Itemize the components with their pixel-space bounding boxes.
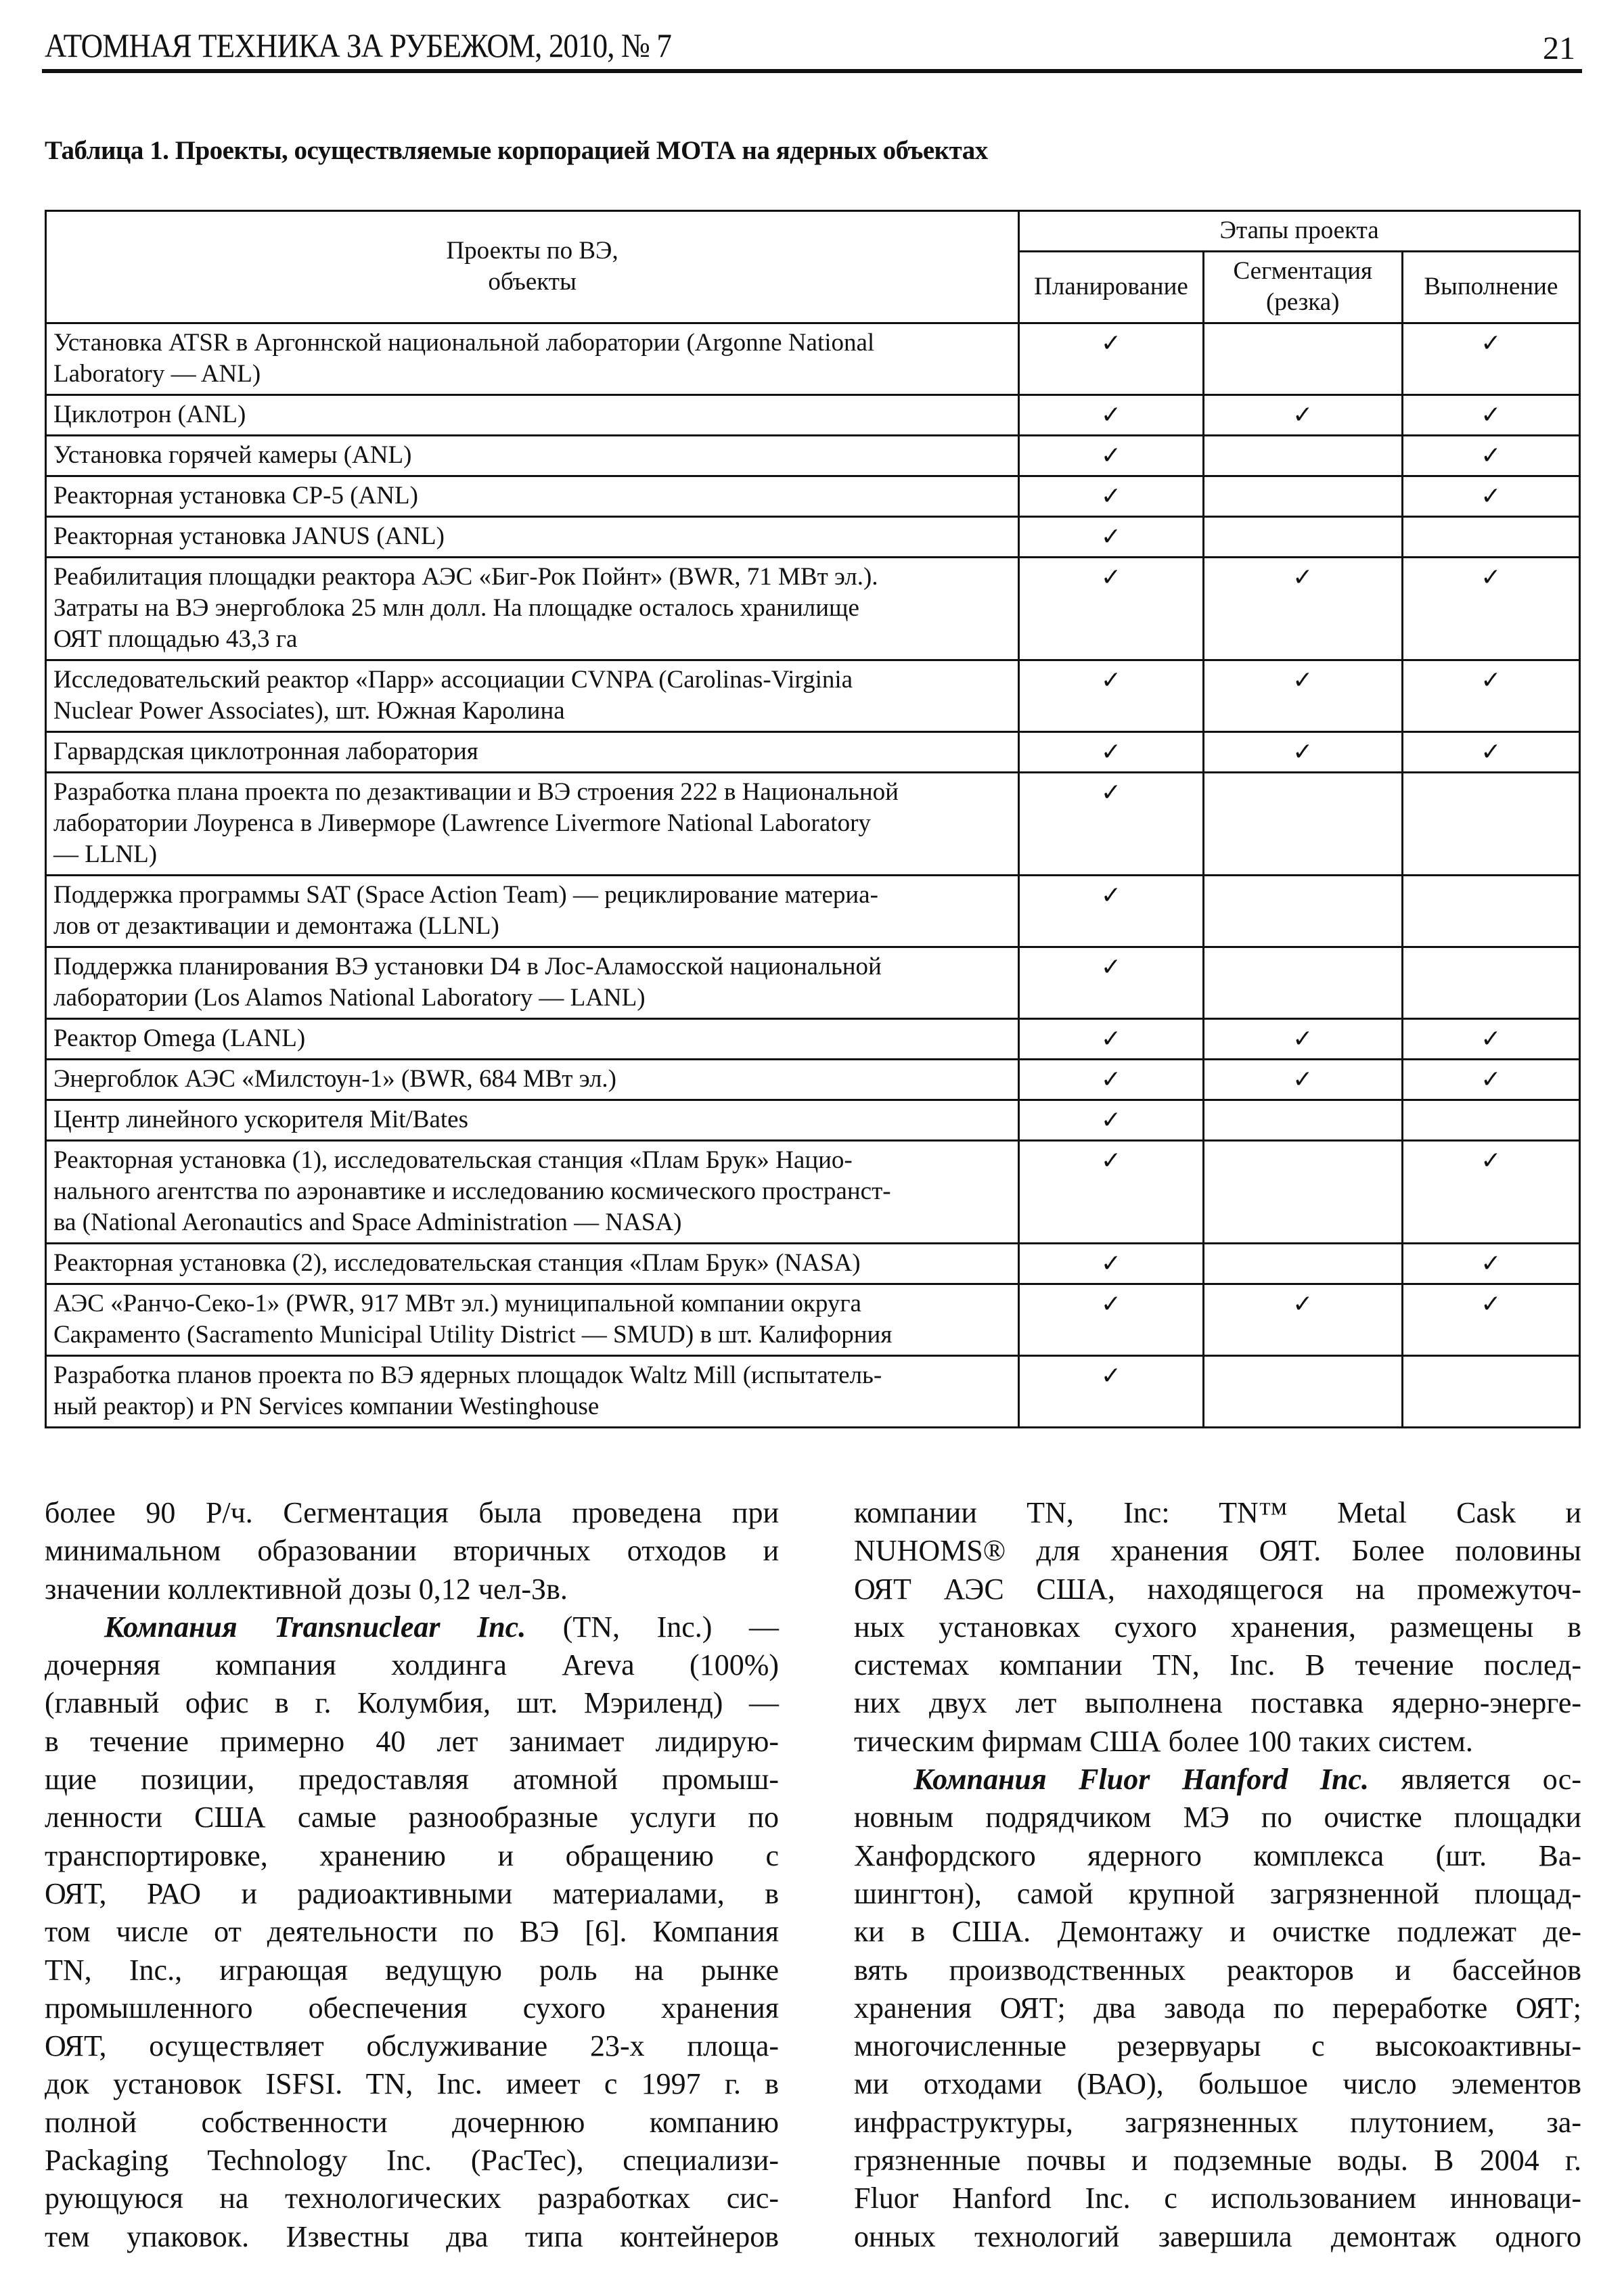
project-line: Гарвардская циклотронная лаборатория bbox=[53, 738, 478, 765]
table-row bbox=[46, 395, 1580, 436]
text-line bbox=[854, 2218, 1581, 2256]
execution-cell bbox=[1402, 947, 1579, 1019]
planning-cell bbox=[1019, 732, 1204, 773]
project-line: ный реактор) и PN Services компании Westinghouse bbox=[53, 1393, 600, 1420]
text-line bbox=[854, 1723, 1581, 1761]
line-text: полной собственности дочернюю компанию bbox=[45, 2105, 779, 2139]
line-text: ОЯТ, РАО и радиоактивными материалами, в bbox=[45, 1876, 779, 1910]
segmentation-cell bbox=[1203, 660, 1402, 732]
check-icon: ✓ bbox=[1100, 401, 1122, 428]
project-cell bbox=[46, 773, 1019, 876]
line-text: хранения ОЯТ; два завода по переработке ОЯТ; bbox=[854, 1991, 1581, 2025]
execution-cell bbox=[1402, 1284, 1579, 1356]
line-text: ми отходами (ВАО), большое число элементов bbox=[854, 2067, 1581, 2101]
check-icon: ✓ bbox=[1100, 738, 1122, 765]
execution-cell bbox=[1402, 773, 1579, 876]
projects-table bbox=[45, 210, 1581, 1428]
segmentation-cell bbox=[1203, 1060, 1402, 1100]
text-line bbox=[45, 2065, 779, 2103]
text-line bbox=[854, 1608, 1581, 1646]
text-line bbox=[45, 1951, 779, 1989]
segmentation-cell bbox=[1203, 1100, 1402, 1141]
execution-cell bbox=[1402, 1244, 1579, 1284]
planning-cell bbox=[1019, 1284, 1204, 1356]
line-text: рующуюся на технологических разработках сис- bbox=[45, 2182, 779, 2215]
check-icon: ✓ bbox=[1292, 564, 1313, 591]
execution-cell bbox=[1402, 517, 1579, 558]
table-row bbox=[46, 436, 1580, 476]
header-rule bbox=[42, 69, 1582, 73]
planning-cell bbox=[1019, 558, 1204, 660]
text-line bbox=[854, 2180, 1581, 2217]
check-icon: ✓ bbox=[1100, 1147, 1122, 1174]
line-text: (главный офис в г. Колумбия, шт. Мэриленд) — bbox=[45, 1686, 779, 1720]
line-text: инфраструктуры, загрязненных плутонием, за- bbox=[854, 2105, 1581, 2139]
col-header-projects bbox=[46, 211, 1019, 323]
check-icon: ✓ bbox=[1292, 1290, 1313, 1317]
planning-cell bbox=[1019, 436, 1204, 476]
text-line bbox=[854, 2142, 1581, 2180]
col-header-execution: Выполнение bbox=[1402, 252, 1579, 323]
line-text: ки в США. Демонтажу и очистке подлежат де- bbox=[854, 1915, 1581, 1949]
project-cell bbox=[46, 1100, 1019, 1141]
line-text: вять производственных реакторов и бассейнов bbox=[854, 1953, 1581, 1987]
body-column-left bbox=[45, 1494, 779, 2256]
check-icon: ✓ bbox=[1481, 330, 1502, 357]
segmentation-cell bbox=[1203, 773, 1402, 876]
line-text: значении коллективной дозы 0,12 чел-Зв. bbox=[45, 1572, 568, 1606]
line-text: более 90 Р/ч. Сегментация была проведена при bbox=[45, 1496, 779, 1529]
check-icon: ✓ bbox=[1100, 1025, 1122, 1052]
project-line: Поддержка программы SAT (Space Action Team) — рециклирование материа- bbox=[53, 881, 878, 909]
text-line bbox=[854, 1646, 1581, 1684]
project-line: Реакторная установка CP-5 (ANL) bbox=[53, 482, 418, 510]
table-row bbox=[46, 1141, 1580, 1244]
project-cell bbox=[46, 1060, 1019, 1100]
execution-cell bbox=[1402, 1141, 1579, 1244]
execution-cell bbox=[1402, 732, 1579, 773]
check-icon: ✓ bbox=[1481, 442, 1502, 469]
check-icon: ✓ bbox=[1292, 401, 1313, 428]
project-cell bbox=[46, 1141, 1019, 1244]
execution-cell bbox=[1402, 1060, 1579, 1100]
text-line bbox=[45, 2027, 779, 2065]
text-line bbox=[854, 2027, 1581, 2065]
execution-cell bbox=[1402, 1019, 1579, 1060]
check-icon: ✓ bbox=[1100, 779, 1122, 806]
segmentation-cell bbox=[1203, 1356, 1402, 1428]
col-header-line: (резка) bbox=[1266, 288, 1340, 316]
table-row bbox=[46, 476, 1580, 517]
segmentation-cell bbox=[1203, 436, 1402, 476]
journal-header: АТОМНАЯ ТЕХНИКА ЗА РУБЕЖОМ, 2010, № 7 bbox=[45, 26, 671, 64]
project-cell bbox=[46, 323, 1019, 395]
table-row bbox=[46, 1019, 1580, 1060]
check-icon: ✓ bbox=[1481, 564, 1502, 591]
table-row bbox=[46, 558, 1580, 660]
company-name: Компания Fluor Hanford Inc. bbox=[914, 1763, 1369, 1797]
table-row bbox=[46, 1284, 1580, 1356]
project-line: ва (National Aeronautics and Space Administration — NASA) bbox=[53, 1209, 682, 1236]
text-line bbox=[45, 1837, 779, 1875]
line-text: компании TN, Inc: TN™ Metal Cask и bbox=[854, 1496, 1581, 1529]
planning-cell bbox=[1019, 1060, 1204, 1100]
text-line bbox=[45, 1989, 779, 2027]
execution-cell bbox=[1402, 876, 1579, 947]
project-cell bbox=[46, 558, 1019, 660]
text-line bbox=[854, 1799, 1581, 1836]
col-header-line: Сегментация bbox=[1233, 257, 1373, 285]
line-text: ОЯТ АЭС США, находящегося на промежуточ- bbox=[854, 1572, 1581, 1606]
text-line bbox=[45, 1646, 779, 1684]
project-line: лаборатории Лоуренса в Ливерморе (Lawrence Livermore National Laboratory bbox=[53, 809, 871, 837]
segmentation-cell bbox=[1203, 876, 1402, 947]
line-text: новным подрядчиком МЭ по очистке площадки bbox=[854, 1801, 1581, 1834]
col-group-stages: Этапы проекта bbox=[1019, 211, 1580, 252]
project-line: — LLNL) bbox=[53, 840, 158, 868]
check-icon: ✓ bbox=[1481, 1025, 1502, 1052]
project-cell bbox=[46, 876, 1019, 947]
text-line bbox=[45, 1761, 779, 1799]
check-icon: ✓ bbox=[1481, 738, 1502, 765]
project-line: Laboratory — ANL) bbox=[53, 360, 261, 388]
text-line bbox=[45, 1571, 779, 1608]
text-line bbox=[854, 1761, 1581, 1799]
line-text: является ос- bbox=[1368, 1763, 1581, 1797]
check-icon: ✓ bbox=[1100, 482, 1122, 510]
text-line bbox=[854, 1875, 1581, 1913]
text-line bbox=[854, 2065, 1581, 2103]
text-line bbox=[854, 1989, 1581, 2027]
project-line: Циклотрон (ANL) bbox=[53, 401, 246, 428]
table-row bbox=[46, 947, 1580, 1019]
col-header-line: объекты bbox=[488, 268, 577, 296]
text-line bbox=[854, 1532, 1581, 1570]
line-text: Fluor Hanford Inc. с использованием инноваци- bbox=[854, 2182, 1581, 2215]
line-text: системах компании TN, Inc. В течение послед- bbox=[854, 1648, 1581, 1682]
check-icon: ✓ bbox=[1100, 564, 1122, 591]
text-line bbox=[45, 1684, 779, 1722]
check-icon: ✓ bbox=[1292, 667, 1313, 694]
table-row bbox=[46, 323, 1580, 395]
check-icon: ✓ bbox=[1100, 1106, 1122, 1133]
check-icon: ✓ bbox=[1292, 1066, 1313, 1093]
project-line: лаборатории (Los Alamos National Laboratory — LANL) bbox=[53, 984, 646, 1012]
execution-cell bbox=[1402, 476, 1579, 517]
project-line: Установка горячей камеры (ANL) bbox=[53, 441, 412, 469]
check-icon: ✓ bbox=[1100, 667, 1122, 694]
line-text: тем упаковок. Известны два типа контейнеров bbox=[45, 2219, 779, 2253]
segmentation-cell bbox=[1203, 1019, 1402, 1060]
col-header-planning: Планирование bbox=[1019, 252, 1204, 323]
segmentation-cell bbox=[1203, 395, 1402, 436]
table-row bbox=[46, 1244, 1580, 1284]
planning-cell bbox=[1019, 1019, 1204, 1060]
line-text: TN, Inc., играющая ведущую роль на рынке bbox=[45, 1953, 779, 1987]
line-text: дочерняя компания холдинга Areva (100%) bbox=[45, 1648, 779, 1682]
segmentation-cell bbox=[1203, 558, 1402, 660]
line-text: ных установках сухого хранения, размещены в bbox=[854, 1610, 1581, 1644]
check-icon: ✓ bbox=[1481, 667, 1502, 694]
line-text: многочисленные резервуары с высокоактивны- bbox=[854, 2029, 1581, 2063]
line-text: ОЯТ, осуществляет обслуживание 23-х площа- bbox=[45, 2029, 779, 2063]
body-column-right bbox=[854, 1494, 1581, 2256]
check-icon: ✓ bbox=[1292, 1025, 1313, 1052]
text-line bbox=[45, 2142, 779, 2180]
check-icon: ✓ bbox=[1100, 1290, 1122, 1317]
line-text: том числе от деятельности по ВЭ [6]. Компания bbox=[45, 1915, 779, 1949]
line-text: док установок ISFSI. TN, Inc. имеет с 1997 г. в bbox=[45, 2067, 779, 2101]
planning-cell bbox=[1019, 773, 1204, 876]
line-text: Ханфордского ядерного комплекса (шт. Ва- bbox=[854, 1838, 1581, 1872]
planning-cell bbox=[1019, 517, 1204, 558]
table-row bbox=[46, 1060, 1580, 1100]
text-line bbox=[45, 2218, 779, 2256]
segmentation-cell bbox=[1203, 517, 1402, 558]
line-text: в течение примерно 40 лет занимает лидирую- bbox=[45, 1724, 779, 1758]
project-line: Реакторная установка (1), исследовательская станция «Плам Брук» Нацио- bbox=[53, 1146, 853, 1174]
planning-cell bbox=[1019, 323, 1204, 395]
planning-cell bbox=[1019, 947, 1204, 1019]
planning-cell bbox=[1019, 660, 1204, 732]
segmentation-cell bbox=[1203, 947, 1402, 1019]
project-cell bbox=[46, 1356, 1019, 1428]
text-line bbox=[854, 1951, 1581, 1989]
check-icon: ✓ bbox=[1100, 953, 1122, 980]
project-line: лов от дезактивации и демонтажа (LLNL) bbox=[53, 912, 499, 940]
project-cell bbox=[46, 395, 1019, 436]
line-text: NUHOMS® для хранения ОЯТ. Более половины bbox=[854, 1534, 1581, 1568]
check-icon: ✓ bbox=[1481, 1066, 1502, 1093]
project-line: нального агентства по аэронавтике и исследованию космического пространст- bbox=[53, 1177, 891, 1205]
col-header-segmentation bbox=[1203, 252, 1402, 323]
check-icon: ✓ bbox=[1100, 1066, 1122, 1093]
line-text: тическим фирмам США более 100 таких систем. bbox=[854, 1724, 1473, 1758]
segmentation-cell bbox=[1203, 1244, 1402, 1284]
line-text: онных технологий завершила демонтаж одного bbox=[854, 2219, 1581, 2253]
check-icon: ✓ bbox=[1481, 482, 1502, 510]
check-icon: ✓ bbox=[1100, 523, 1122, 550]
text-line bbox=[45, 2104, 779, 2142]
execution-cell bbox=[1402, 436, 1579, 476]
check-icon: ✓ bbox=[1481, 1250, 1502, 1277]
project-cell bbox=[46, 517, 1019, 558]
project-cell bbox=[46, 476, 1019, 517]
project-line: Nuclear Power Associates), шт. Южная Каролина bbox=[53, 697, 565, 725]
project-line: Исследовательский реактор «Парр» ассоциации CVNPA (Carolinas-Virginia bbox=[53, 666, 853, 694]
line-text: промышленного обеспечения сухого хранения bbox=[45, 1991, 779, 2025]
project-line: Поддержка планирования ВЭ установки D4 в Лос-Аламосской национальной bbox=[53, 953, 882, 980]
text-line bbox=[45, 1608, 779, 1646]
line-text: щие позиции, предоставляя атомной промыш- bbox=[45, 1763, 779, 1797]
project-line: Затраты на ВЭ энергоблока 25 млн долл. На площадке осталось хранилище bbox=[53, 594, 859, 622]
text-line bbox=[854, 1684, 1581, 1722]
project-line: Реабилитация площадки реактора АЭС «Биг-Рок Пойнт» (BWR, 71 МВт эл.). bbox=[53, 563, 878, 591]
check-icon: ✓ bbox=[1481, 1147, 1502, 1174]
project-cell bbox=[46, 660, 1019, 732]
project-line: Реактор Omega (LANL) bbox=[53, 1024, 306, 1052]
text-line bbox=[854, 2104, 1581, 2142]
segmentation-cell bbox=[1203, 476, 1402, 517]
table-row bbox=[46, 876, 1580, 947]
segmentation-cell bbox=[1203, 1141, 1402, 1244]
line-text: грязненные почвы и подземные воды. В 2004 г. bbox=[854, 2144, 1581, 2177]
execution-cell bbox=[1402, 1100, 1579, 1141]
check-icon: ✓ bbox=[1100, 1250, 1122, 1277]
page-number: 21 bbox=[1543, 30, 1575, 66]
table-row bbox=[46, 517, 1580, 558]
planning-cell bbox=[1019, 876, 1204, 947]
check-icon: ✓ bbox=[1481, 401, 1502, 428]
project-cell bbox=[46, 1019, 1019, 1060]
text-line bbox=[854, 1571, 1581, 1608]
execution-cell bbox=[1402, 1356, 1579, 1428]
check-icon: ✓ bbox=[1100, 442, 1122, 469]
project-line: Разработка планов проекта по ВЭ ядерных площадок Waltz Mill (испытатель- bbox=[53, 1361, 882, 1389]
check-icon: ✓ bbox=[1481, 1290, 1502, 1317]
execution-cell bbox=[1402, 323, 1579, 395]
planning-cell bbox=[1019, 1100, 1204, 1141]
segmentation-cell bbox=[1203, 323, 1402, 395]
project-cell bbox=[46, 1284, 1019, 1356]
check-icon: ✓ bbox=[1292, 738, 1313, 765]
text-line bbox=[854, 1494, 1581, 1532]
project-cell bbox=[46, 732, 1019, 773]
table-title: Таблица 1. Проекты, осуществляемые корпорацией МОТА на ядерных объектах bbox=[45, 136, 988, 165]
planning-cell bbox=[1019, 1356, 1204, 1428]
text-line bbox=[854, 1913, 1581, 1951]
project-line: ОЯТ площадью 43,3 га bbox=[53, 625, 298, 653]
table-row bbox=[46, 1356, 1580, 1428]
text-line bbox=[45, 2180, 779, 2217]
segmentation-cell bbox=[1203, 1284, 1402, 1356]
company-name: Компания Transnuclear Inc. bbox=[104, 1610, 526, 1644]
execution-cell bbox=[1402, 395, 1579, 436]
table-row bbox=[46, 660, 1580, 732]
line-text: (TN, Inc.) — bbox=[526, 1610, 779, 1644]
project-cell bbox=[46, 947, 1019, 1019]
execution-cell bbox=[1402, 558, 1579, 660]
project-line: Центр линейного ускорителя Mit/Bates bbox=[53, 1106, 468, 1133]
check-icon: ✓ bbox=[1100, 882, 1122, 909]
table-row bbox=[46, 773, 1580, 876]
line-text: ленности США самые разнообразные услуги по bbox=[45, 1801, 779, 1834]
project-line: АЭС «Ранчо-Секо-1» (PWR, 917 МВт эл.) муниципальной компании округа bbox=[53, 1290, 861, 1317]
text-line bbox=[45, 1532, 779, 1570]
planning-cell bbox=[1019, 476, 1204, 517]
text-line bbox=[45, 1494, 779, 1532]
segmentation-cell bbox=[1203, 732, 1402, 773]
text-line bbox=[45, 1799, 779, 1836]
table-row bbox=[46, 732, 1580, 773]
line-text: минимальном образовании вторичных отходов и bbox=[45, 1534, 779, 1568]
project-line: Энергоблок АЭС «Милстоун-1» (BWR, 684 МВт эл.) bbox=[53, 1065, 616, 1093]
project-line: Реакторная установка (2), исследовательская станция «Плам Брук» (NASA) bbox=[53, 1249, 861, 1277]
execution-cell bbox=[1402, 660, 1579, 732]
table-row bbox=[46, 1100, 1580, 1141]
line-text: шингтон), самой крупной загрязненной площад- bbox=[854, 1876, 1581, 1910]
planning-cell bbox=[1019, 1244, 1204, 1284]
project-cell bbox=[46, 436, 1019, 476]
check-icon: ✓ bbox=[1100, 330, 1122, 357]
line-text: Packaging Technology Inc. (PacTec), специализи- bbox=[45, 2144, 779, 2177]
project-line: Установка ATSR в Аргоннской национальной лаборатории (Argonne National bbox=[53, 329, 875, 357]
col-header-line: Проекты по ВЭ, bbox=[446, 237, 618, 265]
project-line: Сакраменто (Sacramento Municipal Utility District — SMUD) в шт. Калифорния bbox=[53, 1321, 893, 1349]
text-line bbox=[45, 1723, 779, 1761]
line-text: транспортировке, хранению и обращению с bbox=[45, 1838, 779, 1872]
planning-cell bbox=[1019, 395, 1204, 436]
text-line bbox=[45, 1913, 779, 1951]
text-line bbox=[45, 1875, 779, 1913]
project-cell bbox=[46, 1244, 1019, 1284]
check-icon: ✓ bbox=[1100, 1362, 1122, 1389]
text-line bbox=[854, 1837, 1581, 1875]
planning-cell bbox=[1019, 1141, 1204, 1244]
line-text: них двух лет выполнена поставка ядерно-энерге- bbox=[854, 1686, 1581, 1720]
project-line: Разработка плана проекта по дезактивации и ВЭ строения 222 в Национальной bbox=[53, 778, 899, 806]
project-line: Реакторная установка JANUS (ANL) bbox=[53, 522, 445, 550]
